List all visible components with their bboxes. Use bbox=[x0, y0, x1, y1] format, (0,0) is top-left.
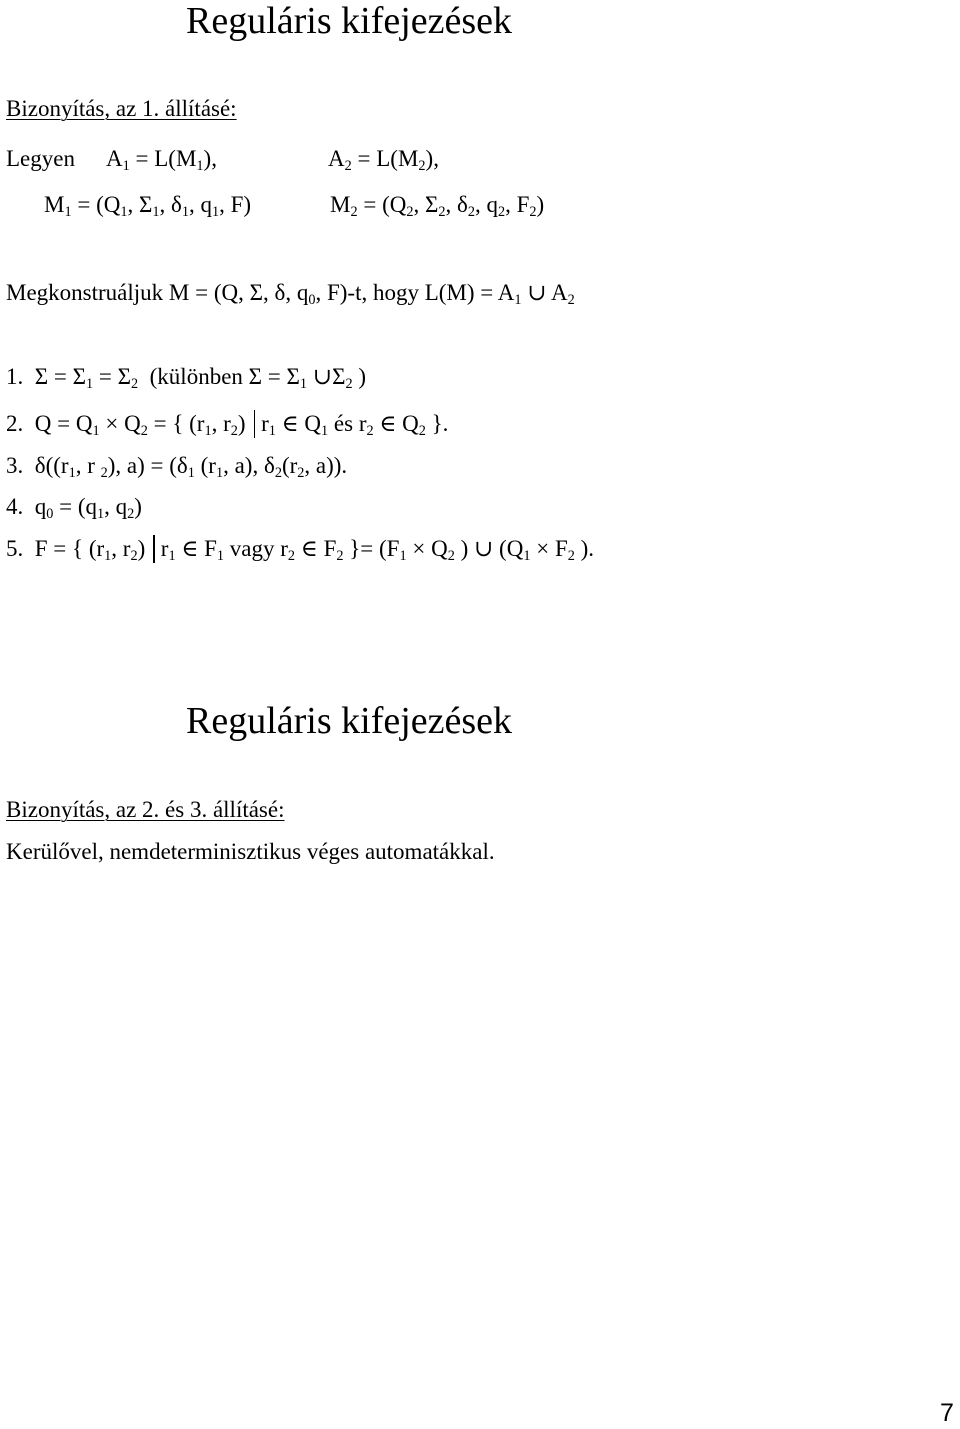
set-builder-bar bbox=[254, 410, 256, 438]
slide2-heading: Bizonyítás, az 2. és 3. állításé: bbox=[6, 797, 285, 822]
item-2: 2. $Q = Q_1 \times Q_2$ = { ($r_1$, $r_2$) $r_1$ ∈ $Q_1$ és $r_2$ ∈ $Q_2$ }. bbox=[6, 411, 449, 439]
slide2-title: Reguláris kifejezések bbox=[186, 700, 513, 742]
m2-tuple: $M_2 = (Q_2$, $\Sigma_2$, $\delta_2$, $q_2$, $F_2$) bbox=[330, 192, 545, 220]
item-1: 1. $\Sigma = \Sigma_1 = \Sigma_2$ (különben $\Sigma = \Sigma_1$ $\cup\Sigma_2$ ) bbox=[6, 364, 367, 392]
slide1-heading: Bizonyítás, az 1. állításé: bbox=[6, 96, 237, 121]
slide1-title: Reguláris kifejezések bbox=[186, 0, 513, 42]
item-5: 5. F = { ($r_1$, $r_2$) $r_1$ ∈ $F_1$ vagy $r_2$ ∈ $F_2$ }= ($F_1 \times Q_2$ ) ∪ ($Q_1 \times F_2$ ). bbox=[6, 536, 595, 564]
construction-statement: Megkonstruáljuk M = (Q, Σ, δ, $q_0$, F)-t, hogy $L(M) = A_1$ ∪ $A_2$ bbox=[6, 280, 575, 308]
a2-definition: $A_2 = L(M_2)$, bbox=[328, 146, 439, 174]
page-number: 7 bbox=[940, 1399, 954, 1427]
a1-definition: $A_1 = L(M_1)$, bbox=[106, 146, 217, 174]
legyen-label: Legyen bbox=[6, 146, 75, 171]
item-4: 4. $q_0 = (q_1$, $q_2$) bbox=[6, 494, 142, 522]
set-builder-bar bbox=[153, 535, 155, 563]
m1-tuple: $M_1 = (Q_1$, $\Sigma_1$, $\delta_1$, $q_1$, F) bbox=[44, 192, 252, 220]
slide2-body: Kerülővel, nemdeterminisztikus véges automatákkal. bbox=[6, 839, 495, 864]
item-3: 3. $\delta((r_1$, r $_2$), $a) = (\delta_1$ ($r_1$, a), $\delta_2(r_2$, a)). bbox=[6, 453, 348, 481]
